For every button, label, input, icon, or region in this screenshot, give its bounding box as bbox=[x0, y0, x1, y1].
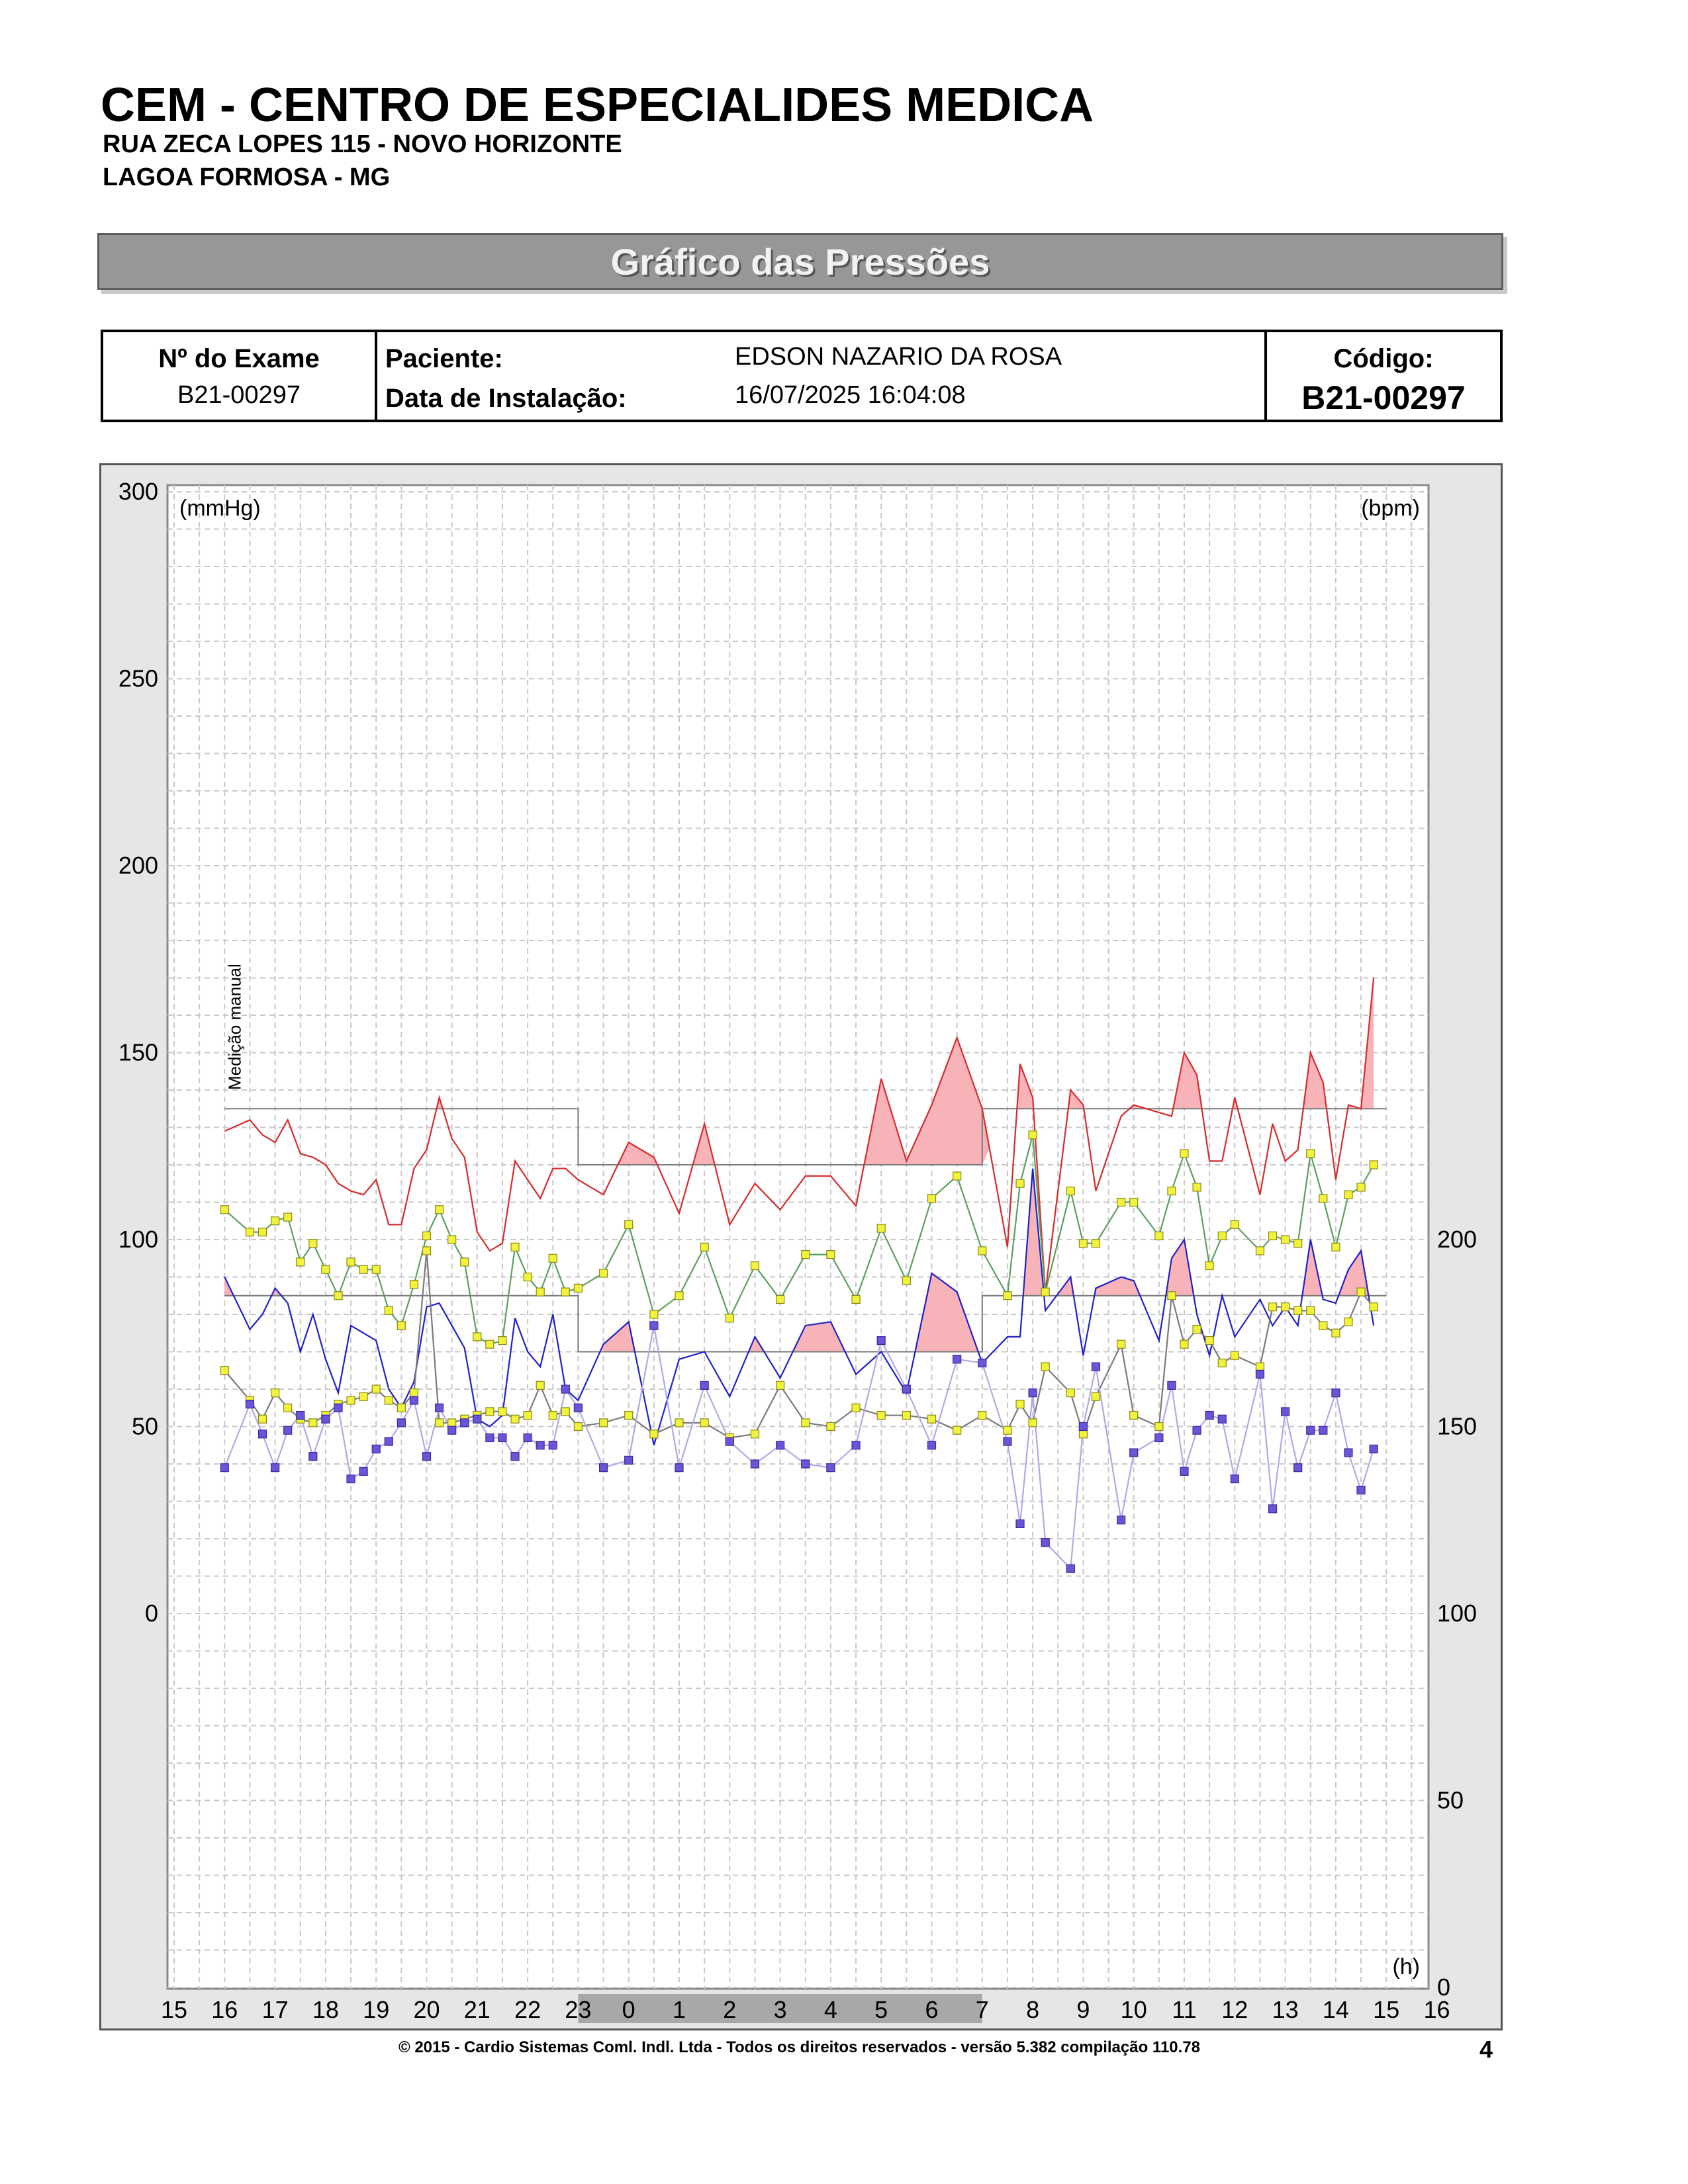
mean-point bbox=[246, 1228, 254, 1236]
mean-point bbox=[1231, 1220, 1239, 1228]
mean-point bbox=[359, 1265, 367, 1273]
x-tick-label: 0 bbox=[622, 1996, 635, 2023]
heart-rate-point bbox=[625, 1412, 633, 1420]
mean-point bbox=[1180, 1150, 1188, 1158]
mean-point bbox=[271, 1217, 279, 1225]
pulse-pressure-point bbox=[827, 1464, 835, 1472]
mean-point bbox=[461, 1258, 469, 1266]
heart-rate-point bbox=[410, 1389, 418, 1397]
install-date-label: Data de Instalação: bbox=[385, 384, 627, 413]
mean-point bbox=[953, 1172, 961, 1180]
mean-point bbox=[284, 1213, 292, 1221]
heart-rate-point bbox=[1168, 1292, 1176, 1300]
heart-rate-point bbox=[536, 1381, 544, 1389]
pulse-pressure-point bbox=[1066, 1565, 1074, 1572]
mean-point bbox=[498, 1337, 506, 1345]
heart-rate-point bbox=[978, 1412, 986, 1420]
left-tick-label: 300 bbox=[118, 478, 158, 505]
pulse-pressure-point bbox=[1282, 1408, 1289, 1416]
x-tick-label: 7 bbox=[975, 1996, 989, 2023]
code-label: Código: bbox=[1333, 344, 1434, 373]
mean-point bbox=[852, 1295, 860, 1303]
heart-rate-point bbox=[1344, 1318, 1352, 1326]
x-tick-label: 15 bbox=[1373, 1996, 1400, 2023]
pulse-pressure-point bbox=[473, 1415, 481, 1423]
pulse-pressure-point bbox=[385, 1437, 393, 1445]
above-limit-area bbox=[806, 1322, 831, 1351]
heart-rate-point bbox=[220, 1367, 228, 1375]
heart-rate-point bbox=[1079, 1430, 1087, 1438]
heart-rate-point bbox=[1029, 1419, 1037, 1427]
pulse-pressure-point bbox=[1205, 1412, 1213, 1420]
pulse-pressure-point bbox=[347, 1475, 355, 1483]
pulse-pressure-point bbox=[751, 1460, 759, 1468]
exam-number-cell bbox=[103, 332, 377, 420]
code-cell bbox=[1267, 332, 1500, 420]
pressure-chart bbox=[101, 465, 1501, 2028]
x-tick-label: 21 bbox=[463, 1996, 491, 2023]
heart-rate-point bbox=[1370, 1303, 1378, 1311]
pulse-pressure-point bbox=[1231, 1475, 1239, 1483]
heart-rate-point bbox=[498, 1408, 506, 1416]
heart-rate-point bbox=[1117, 1340, 1125, 1348]
pulse-pressure-point bbox=[1004, 1437, 1011, 1445]
pulse-pressure-point bbox=[1092, 1363, 1100, 1371]
pulse-pressure-point bbox=[486, 1433, 494, 1441]
mean-point bbox=[473, 1333, 481, 1341]
mean-point bbox=[297, 1258, 305, 1266]
left-tick-label: 100 bbox=[118, 1226, 158, 1253]
mean-point bbox=[675, 1292, 683, 1300]
right-tick-label: 0 bbox=[1437, 1974, 1451, 2001]
heart-rate-point bbox=[397, 1404, 405, 1412]
heart-rate-point bbox=[271, 1389, 279, 1397]
mean-point bbox=[561, 1288, 569, 1296]
pulse-pressure-point bbox=[1168, 1381, 1176, 1389]
page-number: 4 bbox=[1479, 2036, 1493, 2063]
mean-point bbox=[1193, 1183, 1201, 1191]
mean-point bbox=[827, 1251, 835, 1259]
mean-point bbox=[220, 1206, 228, 1214]
mean-point bbox=[1319, 1195, 1327, 1203]
mean-point bbox=[1294, 1240, 1302, 1248]
x-tick-label: 12 bbox=[1221, 1996, 1248, 2023]
pulse-pressure-point bbox=[953, 1355, 961, 1363]
mean-point bbox=[1004, 1292, 1011, 1300]
heart-rate-point bbox=[827, 1423, 835, 1431]
pulse-pressure-point bbox=[700, 1381, 708, 1389]
heart-rate-point bbox=[1193, 1326, 1201, 1334]
mean-point bbox=[385, 1306, 393, 1314]
x-tick-label: 16 bbox=[211, 1996, 238, 2023]
pulse-pressure-point bbox=[549, 1441, 557, 1449]
mean-point bbox=[1092, 1240, 1100, 1248]
heart-rate-point bbox=[776, 1381, 784, 1389]
x-unit-label: (h) bbox=[1392, 1954, 1420, 1979]
mean-point bbox=[423, 1232, 431, 1240]
right-tick-label: 100 bbox=[1437, 1600, 1477, 1627]
pulse-pressure-point bbox=[461, 1419, 469, 1427]
x-tick-label: 19 bbox=[363, 1996, 390, 2023]
x-tick-label: 16 bbox=[1423, 1996, 1450, 2023]
heart-rate-point bbox=[1218, 1359, 1226, 1367]
mean-point bbox=[448, 1236, 456, 1244]
heart-rate-point bbox=[1066, 1389, 1074, 1397]
left-axis-label: (mmHg) bbox=[179, 496, 261, 521]
pulse-pressure-point bbox=[498, 1433, 506, 1441]
pulse-pressure-point bbox=[1029, 1389, 1037, 1397]
heart-rate-point bbox=[1205, 1337, 1213, 1345]
pulse-pressure-point bbox=[536, 1441, 544, 1449]
heart-rate-point bbox=[436, 1419, 444, 1427]
right-axis-label: (bpm) bbox=[1361, 496, 1420, 521]
heart-rate-point bbox=[1332, 1329, 1340, 1337]
patient-label: Paciente: bbox=[385, 344, 503, 373]
pulse-pressure-point bbox=[1344, 1449, 1352, 1457]
clinic-address: RUA ZECA LOPES 115 - NOVO HORIZONTE bbox=[103, 130, 622, 158]
pulse-pressure-point bbox=[436, 1404, 444, 1412]
pulse-pressure-point bbox=[372, 1445, 380, 1453]
mean-point bbox=[259, 1228, 267, 1236]
x-tick-label: 22 bbox=[514, 1996, 541, 2023]
pulse-pressure-point bbox=[600, 1464, 608, 1472]
pulse-pressure-point bbox=[1180, 1467, 1188, 1475]
clinic-city: LAGOA FORMOSA - MG bbox=[103, 163, 391, 191]
pulse-pressure-point bbox=[1370, 1445, 1378, 1453]
heart-rate-point bbox=[385, 1396, 393, 1404]
mean-point bbox=[486, 1340, 494, 1348]
mean-point bbox=[524, 1273, 532, 1281]
heart-rate-point bbox=[600, 1419, 608, 1427]
mean-point bbox=[1117, 1199, 1125, 1206]
heart-rate-point bbox=[751, 1430, 759, 1438]
mean-point bbox=[1079, 1240, 1087, 1248]
x-tick-label: 14 bbox=[1322, 1996, 1349, 2023]
heart-rate-point bbox=[1130, 1412, 1138, 1420]
heart-rate-point bbox=[423, 1247, 431, 1255]
mean-point bbox=[751, 1262, 759, 1270]
pulse-pressure-point bbox=[1218, 1415, 1226, 1423]
mean-point bbox=[309, 1240, 317, 1248]
exam-number-label: Nº do Exame bbox=[158, 344, 320, 373]
mean-point bbox=[347, 1258, 355, 1266]
heart-rate-point bbox=[852, 1404, 860, 1412]
pulse-pressure-point bbox=[1193, 1426, 1201, 1434]
pulse-pressure-point bbox=[877, 1337, 885, 1345]
heart-rate-point bbox=[1282, 1303, 1289, 1311]
mean-point bbox=[1029, 1131, 1037, 1139]
mean-point bbox=[1130, 1199, 1138, 1206]
heart-rate-point bbox=[1319, 1322, 1327, 1330]
x-tick-label: 17 bbox=[261, 1996, 289, 2023]
pulse-pressure-point bbox=[726, 1437, 733, 1445]
mean-point bbox=[397, 1322, 405, 1330]
heart-rate-point bbox=[574, 1423, 582, 1431]
mean-point bbox=[600, 1269, 608, 1277]
copyright-footer: © 2015 - Cardio Sistemas Coml. Indl. Ltda - Todos os direitos reservados - versão 5.382 compilação 110.78 bbox=[398, 2038, 1201, 2056]
left-tick-label: 250 bbox=[118, 664, 158, 692]
mean-point bbox=[574, 1284, 582, 1292]
mean-point bbox=[877, 1224, 885, 1232]
mean-point bbox=[549, 1254, 557, 1262]
right-tick-label: 150 bbox=[1437, 1412, 1477, 1440]
pulse-pressure-point bbox=[928, 1441, 936, 1449]
pulse-pressure-point bbox=[574, 1404, 582, 1412]
heart-rate-point bbox=[1180, 1340, 1188, 1348]
pulse-pressure-point bbox=[675, 1464, 683, 1472]
pulse-pressure-point bbox=[650, 1322, 658, 1330]
heart-rate-point bbox=[877, 1412, 885, 1420]
pulse-pressure-point bbox=[1307, 1426, 1315, 1434]
pulse-pressure-point bbox=[902, 1385, 910, 1393]
heart-rate-point bbox=[1294, 1306, 1302, 1314]
heart-rate-point bbox=[347, 1396, 355, 1404]
pressure-chart-frame bbox=[99, 463, 1503, 2030]
x-tick-label: 6 bbox=[925, 1996, 939, 2023]
pulse-pressure-point bbox=[271, 1464, 279, 1472]
right-tick-label: 200 bbox=[1437, 1226, 1477, 1253]
mean-point bbox=[1016, 1179, 1024, 1187]
patient-cell bbox=[377, 332, 1267, 420]
heart-rate-point bbox=[650, 1430, 658, 1438]
mean-point bbox=[1344, 1191, 1352, 1199]
left-tick-label: 150 bbox=[118, 1038, 158, 1066]
mean-point bbox=[511, 1243, 519, 1251]
mean-point bbox=[1066, 1187, 1074, 1195]
pulse-pressure-point bbox=[1332, 1389, 1340, 1397]
x-tick-label: 10 bbox=[1120, 1996, 1147, 2023]
pulse-pressure-point bbox=[334, 1404, 342, 1412]
pulse-pressure-point bbox=[1130, 1449, 1138, 1457]
mean-point bbox=[1332, 1243, 1340, 1251]
heart-rate-point bbox=[1004, 1426, 1011, 1434]
patient-name: EDSON NAZARIO DA ROSA bbox=[735, 343, 1062, 371]
pulse-pressure-point bbox=[1041, 1539, 1049, 1547]
heart-rate-point bbox=[511, 1415, 519, 1423]
heart-rate-point bbox=[359, 1392, 367, 1400]
x-tick-label: 2 bbox=[723, 1996, 737, 2023]
pulse-pressure-point bbox=[246, 1400, 254, 1408]
mean-point bbox=[625, 1220, 633, 1228]
mean-point bbox=[436, 1206, 444, 1214]
pulse-pressure-point bbox=[397, 1419, 405, 1427]
pulse-pressure-point bbox=[802, 1460, 810, 1468]
mean-point bbox=[1168, 1187, 1176, 1195]
heart-rate-point bbox=[1269, 1303, 1277, 1311]
heart-rate-point bbox=[928, 1415, 936, 1423]
heart-rate-point bbox=[1256, 1363, 1264, 1371]
x-tick-label: 20 bbox=[413, 1996, 440, 2023]
pulse-pressure-point bbox=[259, 1430, 267, 1438]
pulse-pressure-point bbox=[524, 1433, 532, 1441]
heart-rate-point bbox=[802, 1419, 810, 1427]
right-tick-label: 50 bbox=[1437, 1786, 1464, 1814]
pulse-pressure-point bbox=[309, 1453, 317, 1461]
heart-rate-point bbox=[1016, 1400, 1024, 1408]
heart-rate-point bbox=[1231, 1351, 1239, 1359]
mean-point bbox=[802, 1251, 810, 1259]
heart-rate-point bbox=[561, 1408, 569, 1416]
left-tick-label: 50 bbox=[131, 1412, 158, 1440]
pulse-pressure-point bbox=[1155, 1433, 1163, 1441]
pulse-pressure-point bbox=[322, 1415, 330, 1423]
heart-rate-point bbox=[1041, 1363, 1049, 1371]
mean-point bbox=[1307, 1150, 1315, 1158]
heart-rate-point bbox=[486, 1408, 494, 1416]
heart-rate-point bbox=[448, 1419, 456, 1427]
pulse-pressure-point bbox=[220, 1464, 228, 1472]
mean-point bbox=[410, 1281, 418, 1289]
x-tick-label: 5 bbox=[874, 1996, 888, 2023]
section-title: Gráfico das Pressões bbox=[610, 241, 990, 283]
mean-point bbox=[1041, 1288, 1049, 1296]
x-tick-label: 11 bbox=[1172, 1996, 1197, 2023]
heart-rate-point bbox=[675, 1419, 683, 1427]
mean-point bbox=[1256, 1247, 1264, 1255]
mean-point bbox=[1269, 1232, 1277, 1240]
pulse-pressure-point bbox=[410, 1396, 418, 1404]
pulse-pressure-point bbox=[978, 1359, 986, 1367]
pulse-pressure-point bbox=[852, 1441, 860, 1449]
heart-rate-point bbox=[284, 1404, 292, 1412]
left-tick-label: 200 bbox=[118, 852, 158, 879]
x-tick-label: 8 bbox=[1026, 1996, 1040, 2023]
mean-point bbox=[322, 1265, 330, 1273]
mean-point bbox=[1370, 1161, 1378, 1169]
x-tick-label: 15 bbox=[160, 1996, 188, 2023]
heart-rate-point bbox=[1155, 1423, 1163, 1431]
pulse-pressure-point bbox=[1117, 1516, 1125, 1524]
mean-point bbox=[650, 1310, 658, 1318]
mean-point bbox=[372, 1265, 380, 1273]
pulse-pressure-point bbox=[297, 1412, 305, 1420]
pulse-pressure-point bbox=[1319, 1426, 1327, 1434]
heart-rate-point bbox=[524, 1412, 532, 1420]
pulse-pressure-point bbox=[511, 1453, 519, 1461]
heart-rate-point bbox=[1357, 1288, 1365, 1296]
left-tick-label: 0 bbox=[144, 1600, 158, 1627]
mean-point bbox=[536, 1288, 544, 1296]
pulse-pressure-point bbox=[448, 1426, 456, 1434]
heart-rate-point bbox=[309, 1419, 317, 1427]
pulse-pressure-point bbox=[625, 1456, 633, 1464]
pulse-pressure-point bbox=[1016, 1520, 1024, 1527]
clinic-name: CEM - CENTRO DE ESPECIALIDES MEDICA bbox=[101, 79, 1094, 132]
exam-number-value: B21-00297 bbox=[177, 381, 301, 409]
mean-point bbox=[1205, 1262, 1213, 1270]
mean-point bbox=[1218, 1232, 1226, 1240]
x-tick-label: 18 bbox=[312, 1996, 339, 2023]
x-tick-label: 3 bbox=[773, 1996, 787, 2023]
heart-rate-point bbox=[1092, 1392, 1100, 1400]
x-tick-label: 23 bbox=[565, 1996, 592, 2023]
code-value: B21-00297 bbox=[1301, 379, 1466, 416]
heart-rate-point bbox=[372, 1385, 380, 1393]
pulse-pressure-point bbox=[359, 1467, 367, 1475]
mean-point bbox=[928, 1195, 936, 1203]
heart-rate-point bbox=[953, 1426, 961, 1434]
pulse-pressure-point bbox=[1079, 1423, 1087, 1431]
mean-point bbox=[334, 1292, 342, 1300]
pulse-pressure-point bbox=[561, 1385, 569, 1393]
heart-rate-point bbox=[549, 1412, 557, 1420]
heart-rate-point bbox=[259, 1415, 267, 1423]
mean-point bbox=[1357, 1183, 1365, 1191]
heart-rate-point bbox=[700, 1419, 708, 1427]
pulse-pressure-point bbox=[284, 1426, 292, 1434]
mean-point bbox=[902, 1277, 910, 1285]
manual-measurement-annotation: Medição manual bbox=[224, 964, 245, 1090]
pulse-pressure-point bbox=[423, 1453, 431, 1461]
x-tick-label: 13 bbox=[1272, 1996, 1299, 2023]
x-tick-label: 9 bbox=[1076, 1996, 1090, 2023]
mean-point bbox=[1282, 1236, 1289, 1244]
mean-point bbox=[1155, 1232, 1163, 1240]
install-date-value: 16/07/2025 16:04:08 bbox=[735, 381, 966, 409]
section-banner bbox=[97, 233, 1503, 290]
mean-point bbox=[726, 1314, 733, 1322]
pulse-pressure-point bbox=[1294, 1464, 1302, 1472]
pulse-pressure-point bbox=[1357, 1486, 1365, 1494]
x-tick-label: 1 bbox=[672, 1996, 686, 2023]
mean-point bbox=[700, 1243, 708, 1251]
pulse-pressure-point bbox=[1269, 1505, 1277, 1513]
x-tick-label: 4 bbox=[823, 1996, 837, 2023]
pulse-pressure-point bbox=[1256, 1370, 1264, 1378]
heart-rate-point bbox=[1307, 1306, 1315, 1314]
mean-point bbox=[978, 1247, 986, 1255]
heart-rate-point bbox=[902, 1412, 910, 1420]
pulse-pressure-point bbox=[776, 1441, 784, 1449]
mean-point bbox=[776, 1295, 784, 1303]
exam-info-table bbox=[101, 330, 1503, 422]
